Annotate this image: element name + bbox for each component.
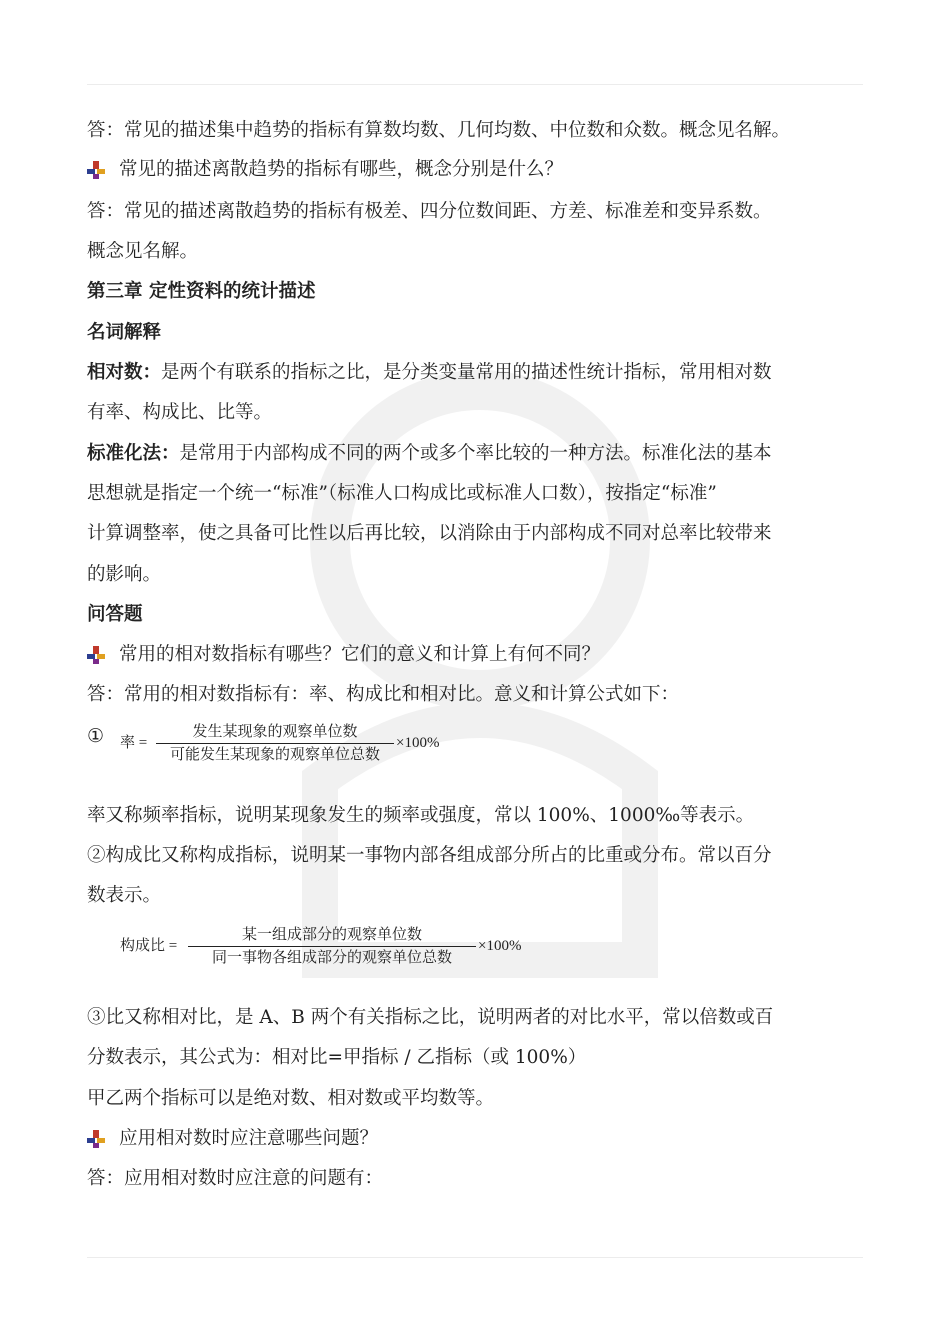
rate-formula-lhs: 率 = [120,735,148,751]
rate-formula-fraction [156,723,394,764]
body-line: 分数表示，其公式为：相对比=甲指标 / 乙指标（或 100%） [87,1047,587,1068]
body-line: ③比又称相对比，是 A、B 两个有关指标之比，说明两者的对比水平，常以倍数或百 [87,1007,774,1028]
body-line: ②构成比又称构成指标，说明某一事物内部各组成部分所占的比重或分布。常以百分 [87,845,772,866]
chapter-title: 第三章 定性资料的统计描述 [87,281,316,302]
body-line: 率又称频率指标，说明某现象发生的频率或强度，常以 100%、1000‰等表示。 [87,805,755,826]
fraction-bar [188,946,476,947]
question-bullet-icon [87,1130,105,1148]
fraction-numerator: 某一组成部分的观察单位数 [241,927,422,943]
question-text: 常用的相对数指标有哪些？它们的意义和计算上有何不同？ [119,644,601,665]
term-continuation: 的影响。 [87,564,162,585]
answer-line: 答：常用的相对数指标有：率、构成比和相对比。意义和计算公式如下： [87,684,680,705]
question-text: 应用相对数时应注意哪些问题？ [119,1128,379,1149]
answer-line: 概念见名解。 [87,241,199,262]
term-definition [87,441,887,467]
answer-line: 答：应用相对数时应注意的问题有： [87,1168,384,1189]
header-rule [87,84,863,85]
question-bullet-icon [87,646,105,664]
item-number: ① [87,725,105,747]
term-continuation: 思想就是指定一个统一“标准”（标准人口构成比或标准人口数），按指定“标准” [87,483,717,504]
body-line: 甲乙两个指标可以是绝对数、相对数或平均数等。 [87,1088,495,1109]
composition-formula-fraction [188,926,476,967]
fraction-bar [156,743,394,744]
answer-line: 答：常见的描述离散趋势的指标有极差、四分位数间距、方差、标准差和变异系数。 [87,201,772,222]
term-continuation: 计算调整率，使之具备可比性以后再比较，以消除由于内部构成不同对总率比较带来 [87,523,772,544]
answer-line: 答：常见的描述集中趋势的指标有算数均数、几何均数、中位数和众数。概念见名解。 [87,120,791,141]
term-continuation: 有率、构成比、比等。 [87,402,273,423]
term-definition [87,360,887,386]
body-line: 数表示。 [87,885,162,906]
term-label: 标准化法： [87,443,180,464]
footer-rule [87,1257,863,1258]
term-label: 相对数： [87,362,162,383]
question-text: 常见的描述离散趋势的指标有哪些，概念分别是什么？ [119,159,564,180]
composition-formula-multiplier: ×100% [478,938,522,954]
rate-formula-multiplier: ×100% [396,735,440,751]
term-text: 是两个有联系的指标之比，是分类变量常用的描述性统计指标，常用相对数 [161,362,772,383]
term-text: 是常用于内部构成不同的两个或多个率比较的一种方法。标准化法的基本 [179,443,772,464]
question-bullet-icon [87,161,105,179]
section-heading: 名词解释 [87,322,162,343]
fraction-denominator: 可能发生某现象的观察单位总数 [169,747,380,763]
fraction-denominator: 同一事物各组成部分的观察单位总数 [211,950,452,966]
section-heading: 问答题 [87,604,143,625]
composition-formula-lhs: 构成比 = [120,938,178,954]
fraction-numerator: 发生某现象的观察单位数 [192,724,358,740]
